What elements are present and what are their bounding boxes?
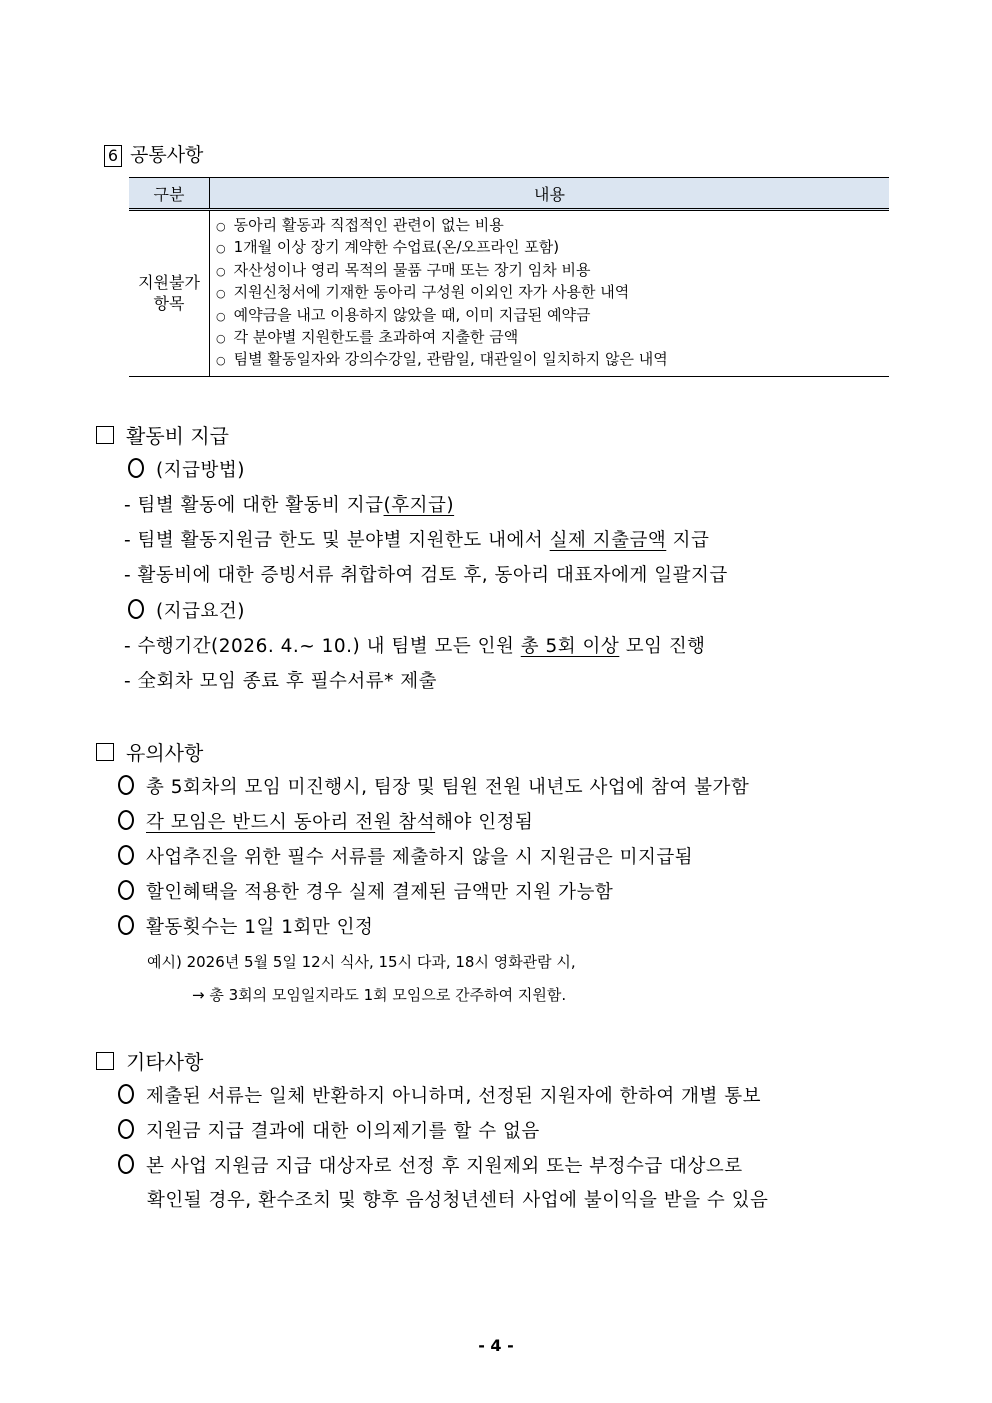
header-content: 내용 [210, 178, 890, 210]
list-item [118, 773, 749, 799]
item-text: 자산성이나 영리 목적의 물품 구매 또는 장기 임차 비용 [233, 260, 591, 279]
bullet-icon: ○ [216, 287, 226, 301]
row-label-line: 항목 [153, 294, 185, 314]
item-text: 지원금 지급 결과에 대한 이의제기를 할 수 없음 [146, 1121, 540, 1142]
segment: 각 모임은 반드시 동아리 전원 참석 [146, 812, 436, 833]
section-6-heading [104, 140, 203, 167]
bullet-icon: ○ [216, 242, 226, 256]
segment: (후지급) [383, 495, 455, 516]
etc-heading [96, 1046, 203, 1075]
circle-bullet-icon [128, 458, 144, 478]
segment: 해야 인정됨 [435, 812, 534, 833]
checkbox-square-icon [96, 426, 114, 444]
list-item [124, 561, 728, 587]
req-title [128, 597, 245, 623]
circle-bullet-icon [118, 1154, 134, 1174]
list-item [216, 282, 889, 304]
subheading-text: (지급요건) [156, 601, 245, 622]
bullet-icon: ○ [216, 264, 226, 278]
segment: - 팀별 활동지원금 한도 및 분야별 지원한도 내에서 [124, 530, 550, 551]
item-text: 동아리 활동과 직접적인 관련이 없는 비용 [233, 216, 504, 234]
item-text: 1개월 이상 장기 계약한 수업료(온/오프라인 포함) [233, 238, 560, 257]
segment: - 全회차 모임 종료 후 필수서류* 제출 [124, 671, 438, 692]
list-item [216, 260, 889, 282]
bullet-icon: ○ [216, 354, 226, 368]
method-title [128, 456, 245, 482]
list-item [118, 913, 373, 939]
example-conclusion: → 총 3회의 모임일지라도 1회 모임으로 간주하여 지원함. [192, 986, 567, 1004]
list-item [124, 526, 709, 552]
segment: - 팀별 활동에 대한 활동비 지급 [124, 495, 384, 516]
circle-bullet-icon [118, 880, 134, 900]
segment: 모임 진행 [619, 636, 706, 657]
list-item [124, 667, 437, 693]
list-item [216, 327, 889, 349]
list-item [118, 843, 693, 869]
list-item [118, 808, 533, 834]
list-item [118, 1152, 743, 1178]
checkbox-square-icon [96, 1052, 114, 1070]
segment: 활동횟수는 1일 1회만 인정 [146, 917, 374, 938]
bullet-icon: ○ [216, 309, 226, 323]
circle-bullet-icon [118, 915, 134, 935]
header-category: 구분 [129, 178, 210, 210]
example-line: 예시) 2026년 5월 5일 12시 식사, 15시 다과, 18시 영화관람 시, [147, 953, 576, 971]
item-text: 지원신청서에 기재한 동아리 구성원 이외인 자가 사용한 내역 [233, 283, 630, 302]
page-number: - 4 - [478, 1336, 514, 1355]
section-number: 6 [104, 145, 122, 167]
heading-text: 활동비 지급 [126, 424, 229, 448]
section-title: 공통사항 [130, 144, 204, 166]
circle-bullet-icon [128, 599, 144, 619]
bullet-icon: ○ [216, 332, 226, 346]
circle-bullet-icon [118, 775, 134, 795]
list-item [216, 305, 889, 327]
subheading-text: (지급방법) [156, 460, 245, 481]
list-item [124, 491, 454, 517]
list-item [216, 349, 889, 371]
item-text: 팀별 활동일자와 강의수강일, 관람일, 대관일이 일치하지 않은 내역 [233, 350, 668, 369]
segment: 실제 지출금액 [549, 530, 667, 551]
segment: 지급 [666, 530, 710, 551]
list-item [118, 1082, 761, 1108]
segment: - 활동비에 대한 증빙서류 취합하여 검토 후, 동아리 대표자에게 일괄지급 [124, 565, 728, 586]
list-item [118, 1117, 540, 1143]
list-item [216, 215, 889, 237]
etc-continuation: 확인될 경우, 환수조치 및 향후 음성청년센터 사업에 불이익을 받을 수 있음 [147, 1190, 769, 1211]
heading-text: 기타사항 [126, 1050, 204, 1074]
circle-bullet-icon [118, 810, 134, 830]
list-item [118, 878, 613, 904]
row-content [210, 210, 890, 377]
row-label-line: 지원불가 [138, 273, 200, 293]
notes-heading [96, 737, 203, 766]
segment: - 수행기간(2026. 4.~ 10.) 내 팀별 모든 인원 [124, 636, 521, 657]
common-items-table [129, 177, 889, 377]
payment-heading [96, 420, 229, 449]
item-text: 예약금을 내고 이용하지 않았을 때, 이미 지급된 예약금 [233, 305, 591, 324]
circle-bullet-icon [118, 1084, 134, 1104]
heading-text: 유의사항 [126, 741, 204, 765]
segment: 할인혜택을 적용한 경우 실제 결제된 금액만 지원 가능함 [146, 882, 614, 903]
row-label [129, 210, 210, 377]
segment: 총 5회 이상 [520, 636, 620, 657]
item-text: 각 분야별 지원한도를 초과하여 지출한 금액 [233, 328, 519, 347]
segment: 사업추진을 위한 필수 서류를 제출하지 않을 시 지원금은 미지급됨 [146, 847, 694, 868]
item-text: 제출된 서류는 일체 반환하지 아니하며, 선정된 지원자에 한하여 개별 통보 [146, 1086, 761, 1107]
circle-bullet-icon [118, 1119, 134, 1139]
bullet-icon: ○ [216, 220, 226, 233]
segment: 총 5회차의 모임 미진행시, 팀장 및 팀원 전원 내년도 사업에 참여 불가함 [146, 777, 750, 798]
checkbox-square-icon [96, 743, 114, 761]
circle-bullet-icon [118, 845, 134, 865]
list-item [124, 632, 706, 658]
item-text: 본 사업 지원금 지급 대상자로 선정 후 지원제외 또는 부정수급 대상으로 [146, 1156, 743, 1177]
list-item [216, 237, 889, 259]
